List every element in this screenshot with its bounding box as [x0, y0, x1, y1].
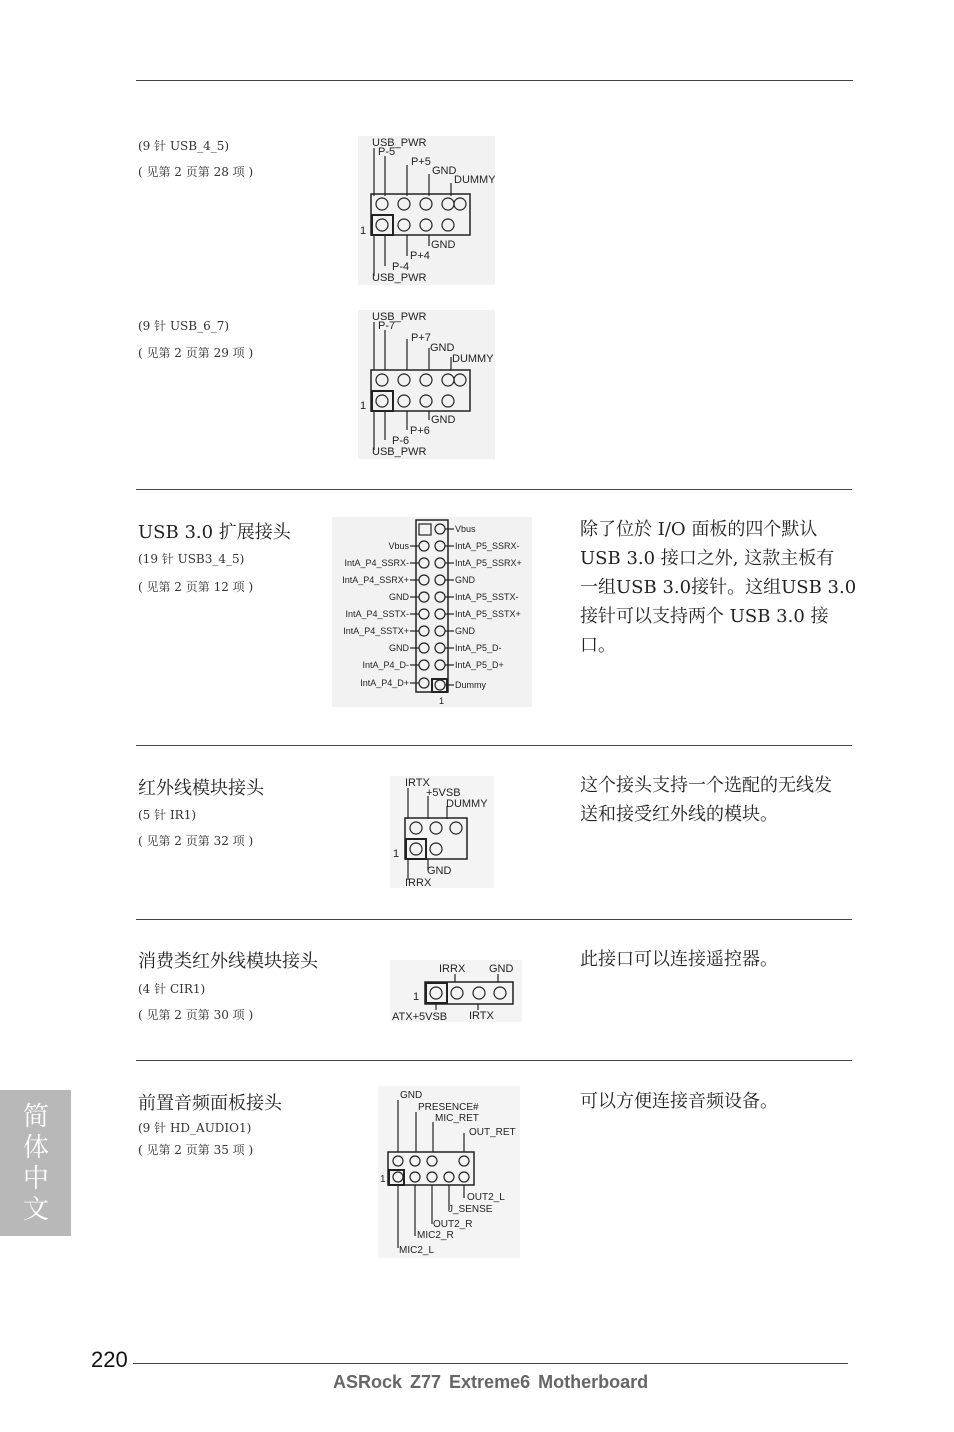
usb67-label: P-6: [392, 435, 410, 447]
ir-description: [580, 771, 832, 829]
desc-line: 送和接受红外线的模块。: [580, 804, 778, 825]
divider: [136, 745, 852, 746]
ir-title: 红外线模块接头: [138, 778, 264, 799]
audio-reference: ( 见第 2 页第 35 项 ): [138, 1143, 254, 1157]
audio-label: OUT2_L: [467, 1192, 505, 1203]
desc-line: 此接口可以连接遥控器。: [580, 949, 778, 970]
desc-line: 一组USB 3.0接针。这组USB 3.0: [580, 577, 857, 598]
usb3-left-label: IntA_P4_SSTX-: [345, 609, 409, 619]
divider: [136, 919, 852, 920]
ir-reference: ( 见第 2 页第 32 项 ): [138, 834, 254, 848]
usb3-left-label: IntA_P4_SSTX+: [343, 626, 409, 636]
cir-title: 消费类红外线模块接头: [138, 951, 318, 972]
side-tab-label: 简体中文: [22, 1102, 49, 1225]
usb3-left-label: IntA_P4_SSRX+: [342, 575, 409, 585]
cir-label: IRRX: [439, 963, 466, 975]
audio-label: OUT_RET: [469, 1127, 516, 1138]
usb3-right-label: Vbus: [455, 524, 476, 534]
audio-label: J_SENSE: [448, 1204, 493, 1215]
usb3-description: [580, 515, 856, 660]
usb45-label: P-4: [392, 261, 410, 273]
usb3-right-label: GND: [455, 575, 475, 585]
usb45-label: GND: [431, 239, 456, 251]
usb67-label: DUMMY: [452, 353, 494, 365]
audio-label: OUT2_R: [433, 1219, 473, 1230]
usb67-label: P-7: [378, 320, 396, 332]
cir-description: [580, 945, 778, 974]
desc-line: 接针可以支持两个 USB 3.0 接: [580, 606, 829, 627]
usb67-reference: ( 见第 2 页第 29 项 ): [138, 346, 254, 360]
ir-label: GND: [427, 865, 452, 877]
audio-header-diagram: [378, 1086, 520, 1262]
usb3-pin-info: (19 针 USB3_4_5): [138, 552, 245, 566]
usb45-label: USB_PWR: [372, 272, 427, 284]
cir-label: ATX+5VSB: [392, 1011, 448, 1022]
usb67-label: GND: [430, 342, 455, 354]
usb3-left-label: IntA_P4_D+: [360, 678, 409, 688]
usb3-left-label: IntA_P4_D-: [362, 660, 409, 670]
usb67-pin1-label: 1: [360, 400, 367, 412]
usb3-left-label: IntA_P4_SSRX-: [344, 558, 409, 568]
ir-label: DUMMY: [446, 798, 488, 810]
usb67-label: P+7: [411, 332, 431, 344]
usb3-right-label: IntA_P5_SSTX-: [455, 592, 519, 602]
usb3-header-diagram: [332, 517, 532, 711]
ir-label: IRTX: [405, 777, 430, 789]
audio-label: MIC_RET: [435, 1113, 479, 1124]
audio-pin-info: (9 针 HD_AUDIO1): [138, 1121, 252, 1135]
cir-reference: ( 见第 2 页第 30 项 ): [138, 1008, 254, 1022]
cir-label: GND: [489, 963, 514, 975]
audio-label: MIC2_R: [417, 1230, 454, 1241]
usb45-header-diagram: [358, 136, 495, 289]
usb3-left-label: GND: [389, 643, 409, 653]
usb3-pin1-label: 1: [439, 696, 445, 706]
usb67-label: P+6: [410, 425, 430, 437]
ir-pin1-label: 1: [393, 848, 400, 860]
audio-title: 前置音频面板接头: [138, 1093, 282, 1114]
usb45-label: USB_PWR: [372, 137, 427, 149]
usb67-header-diagram: [358, 310, 495, 463]
language-side-tab: [0, 1090, 71, 1236]
usb67-label: GND: [431, 414, 456, 426]
audio-label: MIC2_L: [399, 1245, 435, 1256]
usb45-label: P+5: [411, 156, 431, 168]
usb3-left-label: Vbus: [388, 541, 409, 551]
audio-description: [580, 1087, 778, 1116]
usb3-right-label: GND: [455, 626, 475, 636]
usb67-pin-info: (9 针 USB_6_7): [138, 319, 230, 333]
divider: [136, 489, 852, 490]
usb45-label: P+4: [410, 250, 430, 262]
desc-line: 这个接头支持一个选配的无线发: [580, 775, 832, 796]
usb3-reference: ( 见第 2 页第 12 项 ): [138, 580, 254, 594]
ir-header-diagram: [390, 776, 494, 892]
usb3-right-label: IntA_P5_D-: [455, 643, 502, 653]
top-rule: [136, 80, 853, 81]
ir-label: +5VSB: [426, 787, 461, 799]
audio-pin1-label: 1: [380, 1174, 386, 1185]
cir-pin-info: (4 针 CIR1): [138, 982, 206, 996]
desc-line: 除了位於 I/O 面板的四个默认: [580, 519, 818, 540]
audio-label: GND: [400, 1090, 423, 1101]
usb45-pin-info: (9 针 USB_4_5): [138, 139, 230, 153]
usb45-label: DUMMY: [454, 174, 495, 186]
usb45-reference: ( 见第 2 页第 28 项 ): [138, 165, 254, 179]
desc-line: 可以方便连接音频设备。: [580, 1091, 778, 1112]
desc-line: 口。: [580, 635, 616, 656]
usb67-label: USB_PWR: [372, 311, 427, 323]
audio-label: PRESENCE#: [418, 1102, 479, 1113]
usb3-right-label: IntA_P5_SSTX+: [455, 609, 521, 619]
cir-header-diagram: [390, 960, 522, 1026]
footer-title: ASRock Z77 Extreme6 Motherboard: [333, 1372, 649, 1392]
usb67-label: USB_PWR: [372, 446, 427, 458]
usb45-pin1-label: 1: [360, 225, 367, 237]
usb3-right-label: IntA_P5_SSRX-: [455, 541, 520, 551]
divider: [136, 1060, 852, 1061]
usb3-right-label: IntA_P5_D+: [455, 660, 504, 670]
usb45-label: GND: [432, 165, 457, 177]
cir-pin1-label: 1: [413, 991, 420, 1003]
usb3-right-label: IntA_P5_SSRX+: [455, 558, 522, 568]
footer-rule: [133, 1363, 848, 1364]
usb3-title: USB 3.0 扩展接头: [138, 522, 291, 543]
desc-line: USB 3.0 接口之外, 这款主板有: [580, 548, 835, 569]
page-number: 220: [91, 1347, 128, 1372]
usb3-left-label: GND: [389, 592, 409, 602]
usb45-label: P-5: [378, 146, 396, 158]
usb3-right-label: Dummy: [455, 680, 486, 690]
ir-label: IRRX: [405, 877, 432, 888]
cir-label: IRTX: [469, 1010, 494, 1022]
ir-pin-info: (5 针 IR1): [138, 808, 197, 822]
